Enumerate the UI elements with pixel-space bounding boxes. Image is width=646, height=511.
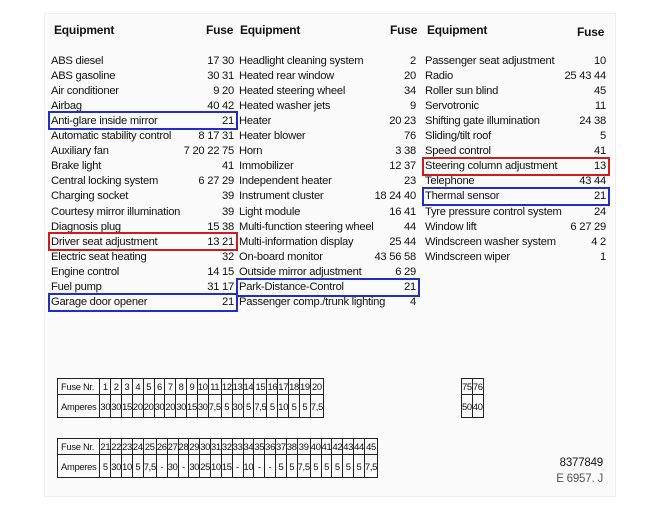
fuse-number-cell: 16 (267, 379, 278, 395)
fuse-number-cell: 18 (289, 379, 300, 395)
fuse-numbers: 6 29 (395, 265, 416, 278)
fuse-numbers: 13 21 (207, 235, 234, 248)
amperes-cell: 30 (176, 395, 187, 418)
equipment-name: Garage door opener (51, 296, 148, 309)
fuse-number-cell: 5 (143, 379, 154, 395)
amperes-cell: 7,5 (310, 395, 323, 418)
fuse-numbers: 9 (410, 99, 416, 112)
amperes-cell: 30 (167, 455, 178, 478)
fuse-numbers: 41 (594, 145, 606, 158)
equipment-name: Windscreen wiper (425, 250, 510, 263)
amperes-label: Amperes (58, 455, 100, 478)
equipment-row (238, 174, 418, 189)
equipment-name: Instrument cluster (239, 190, 324, 203)
amperes-cell: 30 (111, 455, 122, 478)
fuse-numbers: 40 42 (207, 99, 234, 112)
fuse-numbers: 7 20 22 75 (183, 145, 234, 158)
fuse-numbers: 41 (222, 160, 234, 173)
fuse-amperes-table-2 (57, 438, 378, 478)
fuse-number-cell: 36 (265, 439, 276, 455)
equipment-name: Passenger seat adjustment (425, 54, 555, 67)
equipment-row (50, 280, 236, 295)
equipment-row (424, 144, 608, 159)
fuse-number-cell: 27 (167, 439, 178, 455)
edition-code: E 6957. J (556, 473, 603, 485)
equipment-row (424, 249, 608, 264)
fuse-numbers: 6 27 29 (198, 175, 234, 188)
equipment-name: Airbag (51, 99, 82, 112)
amperes-cell: 7,5 (143, 455, 156, 478)
amperes-cell: 15 (122, 395, 133, 418)
fuse-number-cell: 20 (310, 379, 323, 395)
fuse-numbers: 1 (600, 250, 606, 263)
fuse-number-cell: 2 (111, 379, 122, 395)
amperes-cell: 5 (286, 455, 297, 478)
amperes-cell: 30 (111, 395, 122, 418)
fuse-number-cell: 33 (232, 439, 243, 455)
fuse-numbers: 21 (222, 114, 234, 127)
fuse-number-cell: 34 (243, 439, 254, 455)
equipment-name: Thermal sensor (425, 190, 500, 203)
equipment-name: Heated steering wheel (239, 84, 346, 97)
equipment-name: Radio (425, 69, 453, 82)
fuse-number-cell: 3 (122, 379, 133, 395)
equipment-name: Fuel pump (51, 281, 102, 293)
amperes-cell: 30 (197, 395, 208, 418)
amperes-cell: 15 (187, 395, 198, 418)
equipment-row (424, 174, 608, 189)
equipment-row (238, 113, 418, 128)
fuse-number-cell: 41 (321, 439, 332, 455)
equipment-row (424, 113, 608, 128)
amperes-cell: - (178, 455, 189, 478)
equipment-name: Brake light (51, 160, 102, 173)
fuse-numbers: 11 (594, 99, 606, 112)
equipment-row (424, 159, 608, 174)
amperes-cell: 15 (221, 455, 232, 478)
equipment-name: Multi-function steering wheel (239, 220, 374, 233)
equipment-name: Headlight cleaning system (239, 54, 364, 67)
fuse-number-cell: 15 (254, 379, 267, 395)
equipment-name: Automatic stability control (51, 130, 172, 142)
fuse-numbers: 8 17 31 (198, 130, 234, 142)
equipment-name: Heated rear window (239, 69, 334, 82)
amperes-cell: - (265, 455, 276, 478)
fuse-numbers: 21 (594, 190, 606, 203)
equipment-row (50, 98, 236, 113)
equipment-name: Passenger comp./trunk lighting (239, 296, 386, 309)
amperes-cell: 10 (278, 395, 289, 418)
fuse-number-cell: 21 (100, 439, 111, 455)
amperes-cell: 5 (321, 455, 332, 478)
equipment-name: Roller sun blind (425, 84, 499, 97)
fuse-numbers: 23 (404, 175, 416, 188)
equipment-row (238, 83, 418, 98)
part-number: 8377849 (559, 457, 603, 469)
fuse-numbers: 44 (404, 220, 416, 233)
fuse-number-cell: 40 (310, 439, 321, 455)
amperes-cell: 5 (310, 455, 321, 478)
fuse-numbers: 21 (222, 296, 234, 309)
fuse-numbers: 10 (594, 54, 606, 67)
fuse-numbers: 21 (404, 281, 416, 293)
fuse-numbers: 14 15 (207, 265, 234, 278)
amperes-cell: 5 (332, 455, 343, 478)
amperes-cell: 5 (289, 395, 300, 418)
fuse-numbers: 18 24 40 (374, 190, 416, 203)
equipment-name: Park-Distance-Control (239, 281, 344, 293)
amperes-cell: 20 (165, 395, 176, 418)
amperes-cell: 25 (200, 455, 211, 478)
equipment-name: Auxiliary fan (51, 145, 109, 158)
fuse-number-cell: 19 (299, 379, 310, 395)
fuse-number-cell: 9 (187, 379, 198, 395)
column1-equipment-header: Equipment (54, 23, 115, 37)
fuse-numbers: 24 (594, 205, 606, 218)
fuse-number-cell: 37 (275, 439, 286, 455)
fuse-number-cell: 28 (178, 439, 189, 455)
equipment-name: Heater blower (239, 130, 306, 142)
fuse-numbers: 2 (410, 54, 416, 67)
fuse-numbers: 5 (600, 130, 606, 142)
fuse-numbers: 39 (222, 190, 234, 203)
fuse-numbers: 16 41 (389, 205, 416, 218)
equipment-row (50, 113, 236, 128)
equipment-row (50, 174, 236, 189)
fuse-numbers: 20 (404, 69, 416, 82)
fuse-number-cell: 75 (462, 379, 473, 395)
fuse-number-cell: 76 (472, 379, 483, 395)
equipment-row (238, 159, 418, 174)
amperes-cell: 30 (100, 395, 111, 418)
equipment-name: Window lift (425, 220, 477, 233)
amperes-cell: 30 (189, 455, 200, 478)
fuse-numbers: 34 (404, 84, 416, 97)
equipment-row (50, 249, 236, 264)
fuse-numbers: 31 17 (207, 281, 234, 293)
fuse-number-cell: 38 (286, 439, 297, 455)
equipment-row (238, 219, 418, 234)
equipment-name: Diagnosis plug (51, 220, 121, 233)
equipment-row (50, 129, 236, 144)
fuse-numbers: 25 43 44 (564, 69, 606, 82)
equipment-name: Immobilizer (239, 160, 294, 173)
equipment-name: Horn (239, 145, 263, 158)
equipment-name: Charging socket (51, 190, 129, 203)
fuse-nr-label: Fuse Nr. (58, 379, 100, 395)
equipment-row (238, 68, 418, 83)
equipment-name: Sliding/tilt roof (425, 130, 492, 142)
equipment-name: Multi-information display (239, 235, 354, 248)
fuse-numbers: 76 (404, 130, 416, 142)
amperes-cell: 40 (472, 395, 483, 418)
fuse-number-cell: 10 (197, 379, 208, 395)
fuse-number-cell: 30 (200, 439, 211, 455)
amperes-cell: 5 (299, 395, 310, 418)
amperes-label: Amperes (58, 395, 100, 418)
fuse-numbers: 24 38 (579, 114, 606, 127)
equipment-row (50, 53, 236, 68)
fuse-number-cell: 12 (221, 379, 232, 395)
fuse-number-cell: 26 (156, 439, 167, 455)
fuse-numbers: 4 2 (591, 235, 606, 248)
equipment-name: Heater (239, 114, 272, 127)
equipment-row (238, 280, 418, 295)
equipment-row (424, 83, 608, 98)
equipment-row (50, 144, 236, 159)
equipment-name: ABS diesel (51, 54, 104, 67)
fuse-number-cell: 32 (221, 439, 232, 455)
amperes-cell: 7,5 (364, 455, 377, 478)
fuse-number-cell: 44 (354, 439, 365, 455)
fuse-number-cell: 1 (100, 379, 111, 395)
equipment-row (424, 98, 608, 113)
amperes-cell: 10 (122, 455, 133, 478)
fuse-numbers: 13 (594, 160, 606, 173)
fuse-numbers: 45 (594, 84, 606, 97)
amperes-cell: 7,5 (297, 455, 310, 478)
equipment-row (50, 219, 236, 234)
amperes-cell: 7,5 (208, 395, 221, 418)
equipment-row (424, 189, 608, 204)
equipment-row (238, 204, 418, 219)
fuse-number-cell: 45 (364, 439, 377, 455)
fuse-numbers: 25 44 (389, 235, 416, 248)
fuse-numbers: 4 (410, 296, 416, 309)
equipment-name: Heated washer jets (239, 99, 331, 112)
fuse-amperes-table-1 (57, 378, 324, 418)
fuse-number-cell: 31 (211, 439, 222, 455)
fuse-numbers: 43 56 58 (374, 250, 416, 263)
fuse-number-cell: 17 (278, 379, 289, 395)
equipment-name: Central locking system (51, 175, 159, 188)
fuse-number-cell: 25 (143, 439, 156, 455)
amperes-cell: - (232, 455, 243, 478)
equipment-name: Independent heater (239, 175, 332, 188)
equipment-row (50, 264, 236, 279)
column2-fuse-header: Fuse (390, 23, 418, 37)
equipment-name: Servotronic (425, 99, 479, 112)
equipment-name: Anti-glare inside mirror (51, 114, 158, 127)
equipment-name: Tyre pressure control system (425, 205, 562, 218)
equipment-row (238, 129, 418, 144)
amperes-cell: - (156, 455, 167, 478)
amperes-cell: 50 (462, 395, 473, 418)
fuse-amperes-table-1b (461, 378, 484, 418)
fuse-numbers: 15 38 (207, 220, 234, 233)
equipment-row (424, 204, 608, 219)
equipment-row (238, 189, 418, 204)
fuse-numbers: 17 30 (207, 54, 234, 67)
amperes-cell: 5 (354, 455, 365, 478)
equipment-name: Driver seat adjustment (51, 235, 158, 248)
equipment-name: Courtesy mirror illumination (51, 205, 181, 218)
equipment-row (50, 83, 236, 98)
column2-equipment-header: Equipment (240, 23, 301, 37)
fuse-numbers: 6 27 29 (570, 220, 606, 233)
equipment-name: Outside mirror adjustment (239, 265, 362, 278)
amperes-cell: 5 (243, 395, 254, 418)
fuse-numbers: 39 (222, 205, 234, 218)
equipment-name: Air conditioner (51, 84, 119, 97)
fuse-number-cell: 14 (243, 379, 254, 395)
equipment-row (238, 234, 418, 249)
equipment-row (424, 53, 608, 68)
equipment-name: Windscreen washer system (425, 235, 556, 248)
column3-equipment-header: Equipment (427, 23, 488, 37)
amperes-cell: 5 (343, 455, 354, 478)
amperes-cell: 5 (267, 395, 278, 418)
equipment-row (238, 264, 418, 279)
equipment-row (238, 295, 418, 310)
equipment-row (50, 204, 236, 219)
fuse-numbers: 9 20 (213, 84, 234, 97)
fuse-number-cell: 22 (111, 439, 122, 455)
column3-fuse-header: Fuse (577, 25, 605, 39)
amperes-cell: 30 (154, 395, 165, 418)
equipment-name: Telephone (425, 175, 475, 188)
amperes-cell: 7,5 (254, 395, 267, 418)
fuse-numbers: 20 23 (389, 114, 416, 127)
fuse-numbers: 30 31 (207, 69, 234, 82)
column1-fuse-header: Fuse (206, 23, 234, 37)
amperes-cell: 5 (100, 455, 111, 478)
amperes-cell: 20 (143, 395, 154, 418)
fuse-number-cell: 6 (154, 379, 165, 395)
equipment-row (238, 53, 418, 68)
equipment-row (238, 98, 418, 113)
amperes-cell: 30 (232, 395, 243, 418)
equipment-name: Engine control (51, 265, 120, 278)
equipment-row (50, 159, 236, 174)
fuse-number-cell: 43 (343, 439, 354, 455)
fuse-number-cell: 39 (297, 439, 310, 455)
equipment-row (50, 189, 236, 204)
fuse-nr-label: Fuse Nr. (58, 439, 100, 455)
fuse-number-cell: 35 (254, 439, 265, 455)
equipment-row (50, 295, 236, 310)
amperes-cell: 20 (132, 395, 143, 418)
amperes-cell: - (254, 455, 265, 478)
fuse-numbers: 43 44 (579, 175, 606, 188)
fuse-numbers: 3 38 (395, 145, 416, 158)
equipment-row (50, 234, 236, 249)
fuse-number-cell: 13 (232, 379, 243, 395)
amperes-cell: 5 (275, 455, 286, 478)
amperes-cell: 10 (243, 455, 254, 478)
equipment-name: On-board monitor (239, 250, 323, 263)
fuse-numbers: 32 (222, 250, 234, 263)
fuse-number-cell: 29 (189, 439, 200, 455)
equipment-row (50, 68, 236, 83)
equipment-name: Shifting gate illumination (425, 114, 540, 127)
equipment-row (238, 249, 418, 264)
equipment-row (238, 144, 418, 159)
equipment-name: Speed control (425, 145, 491, 158)
fuse-number-cell: 11 (208, 379, 221, 395)
equipment-row (424, 234, 608, 249)
fuse-number-cell: 24 (132, 439, 143, 455)
equipment-name: Steering column adjustment (425, 160, 558, 173)
amperes-cell: 10 (211, 455, 222, 478)
equipment-row (424, 68, 608, 83)
fuse-number-cell: 23 (122, 439, 133, 455)
fuse-number-cell: 7 (165, 379, 176, 395)
amperes-cell: 5 (221, 395, 232, 418)
fuse-number-cell: 4 (132, 379, 143, 395)
equipment-row (424, 129, 608, 144)
fuse-number-cell: 8 (176, 379, 187, 395)
equipment-name: Light module (239, 205, 301, 218)
amperes-cell: 5 (132, 455, 143, 478)
equipment-name: ABS gasoline (51, 69, 116, 82)
fuse-number-cell: 42 (332, 439, 343, 455)
fuse-numbers: 12 37 (389, 160, 416, 173)
equipment-name: Electric seat heating (51, 250, 147, 263)
equipment-row (424, 219, 608, 234)
